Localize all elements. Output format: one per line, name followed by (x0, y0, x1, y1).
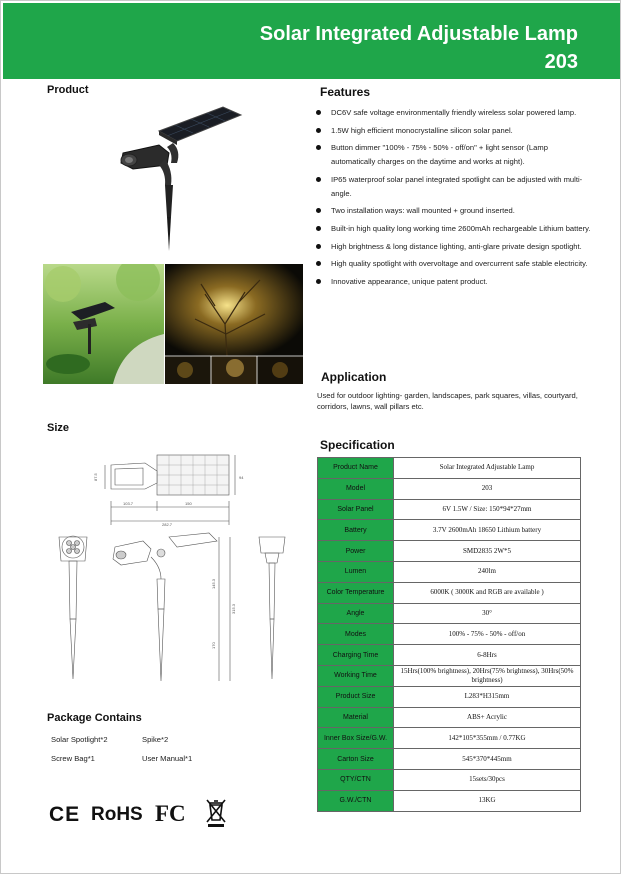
spec-key: Material (318, 707, 394, 728)
package-item: User Manual*1 (142, 754, 193, 763)
model-number: 203 (544, 51, 578, 73)
spec-key: QTY/CTN (318, 769, 394, 790)
dim-label: 94 (239, 475, 244, 480)
spec-row (318, 499, 581, 520)
size-drawing (45, 449, 307, 691)
spec-row (318, 582, 581, 603)
feature-item: Built-in high quality long working time 2600mAh rechargeable Lithium battery. (314, 222, 592, 236)
dim-label: 103.7 (123, 501, 134, 506)
product-heading: Product (47, 84, 89, 96)
spec-value: 13KG (394, 790, 581, 811)
spec-key: Charging Time (318, 645, 394, 666)
spec-key: Working Time (318, 665, 394, 686)
spec-value: 100% - 75% - 50% - off/on (394, 624, 581, 645)
header-banner (3, 3, 620, 79)
features-list (314, 106, 592, 292)
feature-item: IP65 waterproof solar panel integrated spotlight can be adjusted with multi-angle. (314, 173, 592, 201)
package-item: Solar Spotlight*2 (51, 735, 108, 744)
spec-row (318, 541, 581, 562)
spec-key: Power (318, 541, 394, 562)
dim-label: 87.5 (93, 473, 98, 481)
spec-value: ABS+ Acrylic (394, 707, 581, 728)
spec-row (318, 603, 581, 624)
feature-item: Two installation ways: wall mounted + ground inserted. (314, 204, 592, 218)
spec-value: 545*370*445mm (394, 749, 581, 770)
product-title: Solar Integrated Adjustable Lamp (259, 23, 578, 45)
feature-item: High quality spotlight with overvoltage and overcurrent safe stable electricity. (314, 257, 592, 271)
spec-key: Modes (318, 624, 394, 645)
spec-row (318, 707, 581, 728)
spec-row (318, 665, 581, 686)
spec-value: 15sets/30pcs (394, 769, 581, 790)
spec-value: L283*H315mm (394, 686, 581, 707)
spec-value: 6-8Hrs (394, 645, 581, 666)
spec-value: 30° (394, 603, 581, 624)
spec-row (318, 686, 581, 707)
spec-key: Battery (318, 520, 394, 541)
spec-key: G.W./CTN (318, 790, 394, 811)
size-heading: Size (47, 422, 70, 434)
spec-row (318, 790, 581, 811)
spec-row (318, 478, 581, 499)
spec-key: Angle (318, 603, 394, 624)
spec-row (318, 728, 581, 749)
rohs-mark-icon: RoHS (91, 804, 143, 825)
feature-item: Innovative appearance, unique patent product. (314, 275, 592, 289)
spec-key: Product Size (318, 686, 394, 707)
spec-value: 15Hrs(100% brightness), 20Hrs(75% brightness), 30Hrs(50% brightness) (394, 665, 581, 686)
specification-heading: Specification (320, 438, 395, 452)
spec-row (318, 458, 581, 479)
night-tree-photo (165, 264, 303, 384)
dim-label: 315.3 (231, 603, 236, 614)
spec-key: Carton Size (318, 749, 394, 770)
feature-item: DC6V safe voltage environmentally friendly wireless solar powered lamp. (314, 106, 592, 120)
spec-row (318, 645, 581, 666)
spec-key: Color Temperature (318, 582, 394, 603)
spec-value: SMD2835 2W*5 (394, 541, 581, 562)
ce-mark-icon: CE (49, 803, 81, 826)
spec-row (318, 769, 581, 790)
weee-bin-icon (205, 798, 227, 828)
spec-value: 3.7V 2600mAh 18650 Lithium battery (394, 520, 581, 541)
dim-label: 145.3 (211, 578, 216, 589)
product-image (111, 105, 246, 257)
package-item: Screw Bag*1 (51, 754, 95, 763)
spec-row (318, 520, 581, 541)
spec-value: 6000K ( 3000K and RGB are available ) (394, 582, 581, 603)
spec-row (318, 561, 581, 582)
feature-item: High brightness & long distance lighting, anti-glare private design spotlight. (314, 240, 592, 254)
spec-key: Product Name (318, 458, 394, 479)
specification-table (317, 457, 581, 812)
feature-item: Button dimmer "100% - 75% - 50% - off/on" + light sensor (Lamp automatically charges on the daytime and works at night). (314, 141, 592, 169)
spec-key: Model (318, 478, 394, 499)
dim-label: 170 (211, 642, 216, 649)
spec-key: Solar Panel (318, 499, 394, 520)
spec-row (318, 749, 581, 770)
dim-label: 150 (185, 501, 192, 506)
application-heading: Application (321, 370, 387, 384)
application-text: Used for outdoor lighting- garden, landscapes, park squares, villas, courtyard, corridors, lawns, wall pillars etc. (317, 391, 578, 411)
garden-photo (43, 264, 164, 384)
spec-value: 240lm (394, 561, 581, 582)
certification-logos (49, 798, 239, 834)
feature-item: 1.5W high efficient monocrystalline silicon solar panel. (314, 124, 592, 138)
spec-value: 6V 1.5W / Size: 150*94*27mm (394, 499, 581, 520)
spec-value: 142*105*355mm / 0.77KG (394, 728, 581, 749)
spec-value: 203 (394, 478, 581, 499)
spec-row (318, 624, 581, 645)
fcc-mark-icon: FC (155, 801, 186, 826)
spec-key: Lumen (318, 561, 394, 582)
spec-value: Solar Integrated Adjustable Lamp (394, 458, 581, 479)
package-heading: Package Contains (47, 712, 142, 724)
features-heading: Features (320, 85, 371, 99)
dim-label: 282.7 (162, 522, 173, 527)
spec-key: Inner Box Size/G.W. (318, 728, 394, 749)
package-item: Spike*2 (142, 735, 169, 744)
